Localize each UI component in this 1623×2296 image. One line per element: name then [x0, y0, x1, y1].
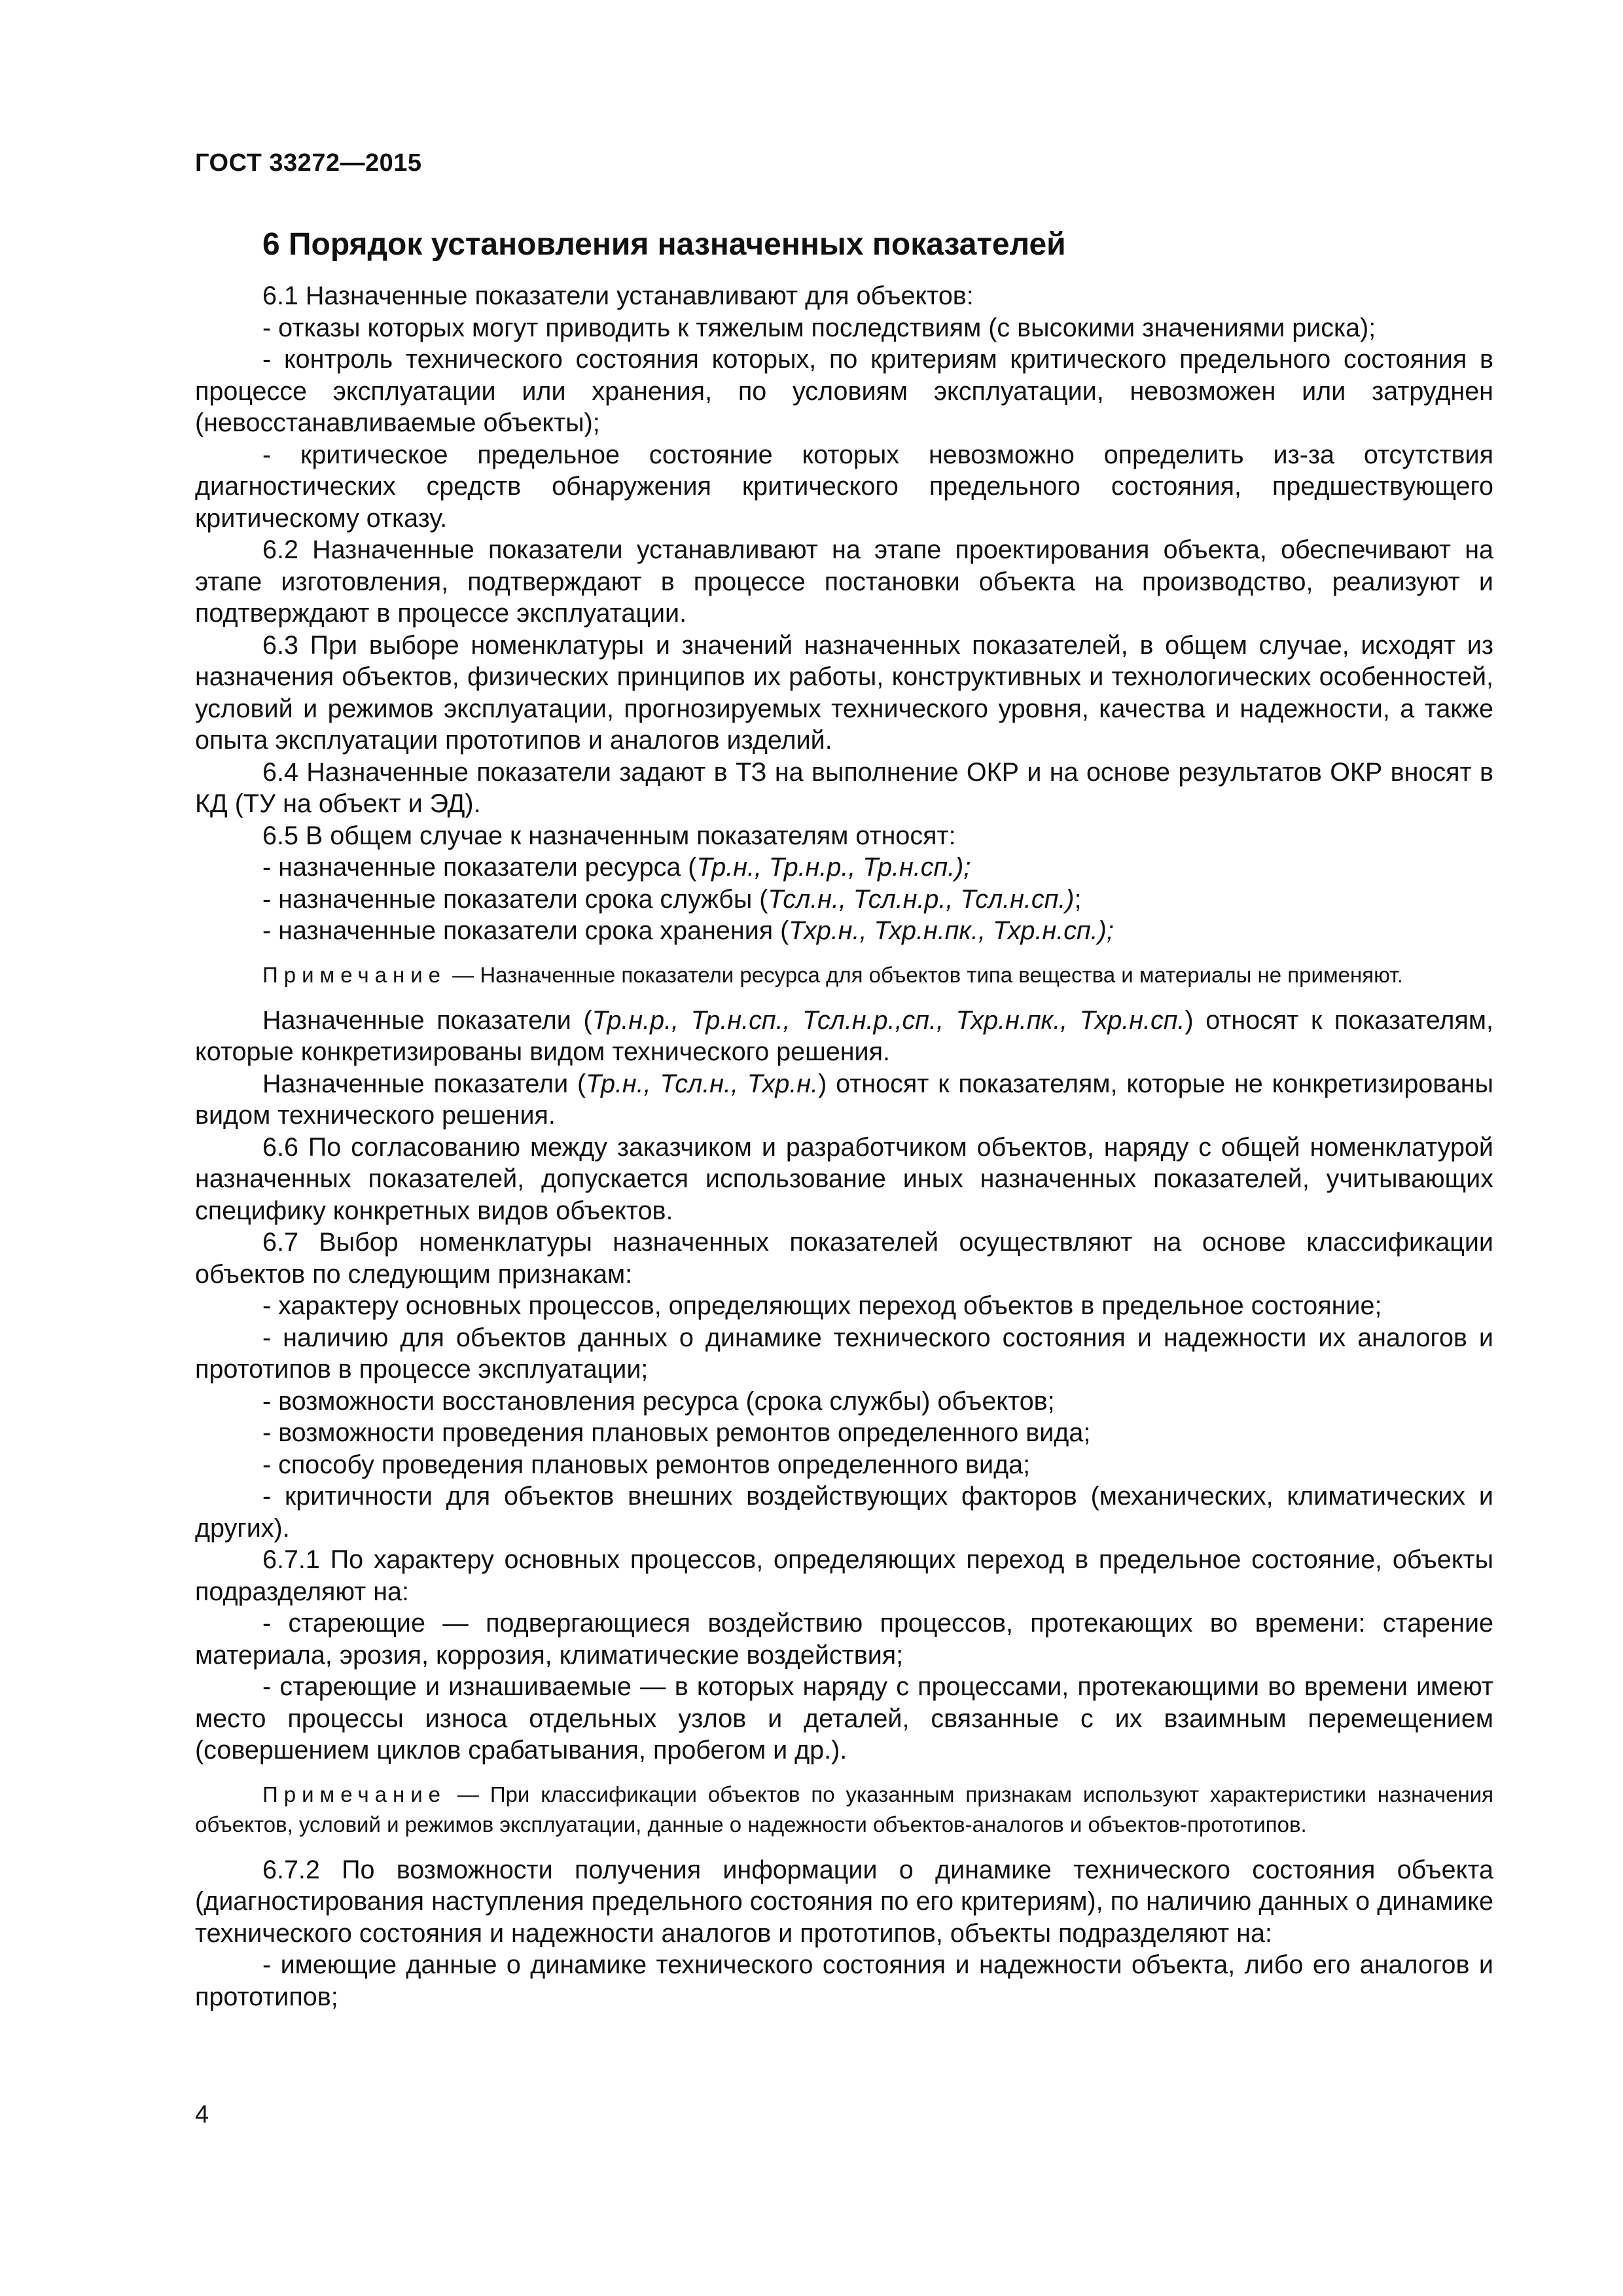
section-title: 6 Порядок установления назначенных показателей	[262, 227, 1066, 262]
document-code: ГОСТ 33272—2015	[195, 149, 422, 177]
list-item: - возможности проведения плановых ремонтов определенного вида;	[262, 1418, 1091, 1447]
list-item: - характеру основных процессов, определяющих переход объектов в предельное состояние;	[262, 1291, 1382, 1320]
note: Примечание — При классификации объектов по указанным признакам используют характеристики назначения объектов, условий и режимов эксплуатации, данные о надежности объектов-аналогов и объектов-прототипов.	[195, 1782, 1493, 1837]
paragraph: 6.5 В общем случае к назначенным показателям относят:	[262, 821, 956, 850]
list-item: - отказы которых могут приводить к тяжелым последствиям (с высокими значениями риска);	[262, 313, 1376, 342]
list-item: - наличию для объектов данных о динамике технического состояния и надежности их аналогов и прототипов в процессе эксплуатации;	[195, 1323, 1493, 1384]
page-number: 4	[195, 2101, 209, 2128]
list-item: - возможности восстановления ресурса (срока службы) объектов;	[262, 1386, 1055, 1416]
paragraph: Назначенные показатели (Тр.н., Тсл.н., Тхр.н.) относят к показателям, которые не конкретизированы видом технического решения.	[195, 1069, 1494, 1130]
list-item: - имеющие данные о динамике технического состояния и надежности объекта, либо его аналогов и прототипов;	[195, 1950, 1493, 2011]
note-label: Примечание	[262, 962, 447, 987]
list-item: - критичности для объектов внешних воздействующих факторов (механических, климатических и других).	[195, 1482, 1493, 1543]
paragraph: 6.1 Назначенные показатели устанавливают для объектов:	[262, 281, 974, 310]
paragraph: 6.7 Выбор номенклатуры назначенных показателей осуществляют на основе классификации объектов по следующим признакам:	[195, 1228, 1493, 1289]
list-item: - назначенные показатели срока службы (Тсл.н., Тсл.н.р., Тсл.н.сп.);	[262, 884, 1082, 914]
note: Примечание — Назначенные показатели ресурса для объектов типа вещества и материалы не применяют.	[262, 962, 1403, 987]
document-body	[195, 280, 1493, 2013]
paragraph: 6.7.2 По возможности получения информации о динамике технического состояния объекта (диагностирования наступления предельного состояния по его критериям), по наличию данных о динамике технического состояния и надежности аналогов и прототипов, объекты подразделяют на:	[195, 1855, 1493, 1948]
paragraph: 6.6 По согласованию между заказчиком и разработчиком объектов, наряду с общей номенклатурой назначенных показателей, допускается использование иных назначенных показателей, учитывающих специфику конкретных видов объектов.	[195, 1132, 1493, 1225]
list-item: - стареющие — подвергающиеся воздействию процессов, протекающих во времени: старение материала, эрозия, коррозия, климатические воздействия;	[195, 1609, 1493, 1670]
paragraph: 6.2 Назначенные показатели устанавливают на этапе проектирования объекта, обеспечивают на этапе изготовления, подтверждают в процессе постановки объекта на производство, реализуют и подтверждают в процессе эксплуатации.	[195, 535, 1493, 628]
list-item: - стареющие и изнашиваемые — в которых наряду с процессами, протекающими во времени имеют место процессы износа отдельных узлов и деталей, связанные с их взаимным перемещением (совершением циклов срабатывания, пробегом и др.).	[195, 1672, 1493, 1765]
list-item: - назначенные показатели срока хранения (Тхр.н., Тхр.н.пк., Тхр.н.сп.);	[262, 916, 1114, 945]
list-item: - назначенные показатели ресурса (Тр.н., Тр.н.р., Тр.н.сп.);	[262, 853, 971, 882]
paragraph: 6.3 При выборе номенклатуры и значений назначенных показателей, в общем случае, исходят из назначения объектов, физических принципов их работы, конструктивных и технологических особенностей, условий и режимов эксплуатации, прогнозируемых технического уровня, качества и надежности, а также опыта эксплуатации прототипов и аналогов изделий.	[195, 630, 1493, 755]
paragraph: Назначенные показатели (Тр.н.р., Тр.н.сп., Тсл.н.р.,сп., Тхр.н.пк., Тхр.н.сп.) относят к показателям, которые конкретизированы видом технического решения.	[195, 1005, 1493, 1066]
list-item: - способу проведения плановых ремонтов определенного вида;	[262, 1450, 1031, 1479]
paragraph: 6.4 Назначенные показатели задают в ТЗ на выполнение ОКР и на основе результатов ОКР вносят в КД (ТУ на объект и ЭД).	[195, 757, 1493, 818]
list-item: - критическое предельное состояние которых невозможно определить из-за отсутствия диагностических средств обнаружения критического предельного состояния, предшествующего критическому отказу.	[195, 440, 1493, 533]
paragraph: 6.7.1 По характеру основных процессов, определяющих переход в предельное состояние, объекты подразделяют на:	[195, 1545, 1493, 1606]
note-label: Примечание	[262, 1782, 447, 1806]
list-item: - контроль технического состояния которых, по критериям критического предельного состояния в процессе эксплуатации или хранения, по условиям эксплуатации, невозможен или затруднен (невосстанавливаемые объекты);	[195, 345, 1493, 437]
